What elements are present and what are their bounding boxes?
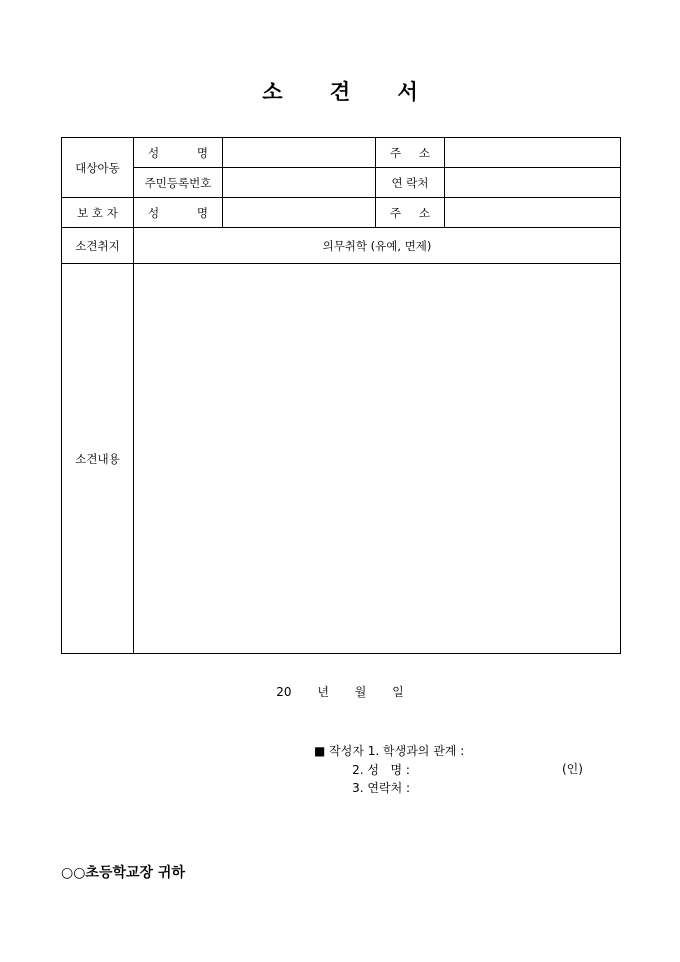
name-field[interactable] <box>223 138 376 168</box>
name-label: 성 명 <box>134 138 223 168</box>
content-label: 소견내용 <box>62 264 134 654</box>
writer-contact: 3. 연락처 : <box>314 781 411 795</box>
writer-block <box>314 742 464 798</box>
guardian-name-field[interactable] <box>223 198 376 228</box>
form-table <box>61 137 621 654</box>
guardian-label: 보 호 자 <box>62 198 134 228</box>
contact-field[interactable] <box>445 168 621 198</box>
address-label: 주 소 <box>376 138 445 168</box>
date-day-unit: 일 <box>392 685 404 699</box>
date-year: 20 <box>276 685 292 699</box>
contact-label: 연 락처 <box>376 168 445 198</box>
purpose-label: 소견취지 <box>62 228 134 264</box>
recipient: ○○초등학교장 귀하 <box>61 865 185 881</box>
writer-name: 2. 성 명 : <box>314 762 410 777</box>
rrn-label: 주민등록번호 <box>134 168 223 198</box>
date-month-unit: 월 <box>354 685 367 699</box>
document-title <box>0 76 680 106</box>
address-field[interactable] <box>445 138 621 168</box>
purpose-value[interactable]: 의무취학 (유예, 면제) <box>134 228 621 264</box>
content-field[interactable] <box>134 264 621 654</box>
subject-label: 대상아동 <box>62 138 134 198</box>
date-line <box>0 683 680 700</box>
guardian-name-label: 성 명 <box>134 198 223 228</box>
title-char: 소 <box>262 79 283 104</box>
date-year-unit: 년 <box>317 685 329 699</box>
guardian-address-label: 주 소 <box>376 198 445 228</box>
seal-mark: (인) <box>562 762 583 776</box>
title-char: 서 <box>397 79 418 104</box>
rrn-field[interactable] <box>223 168 376 198</box>
title-char: 견 <box>329 79 351 104</box>
guardian-address-field[interactable] <box>445 198 621 228</box>
writer-relation: ■ 작성자 1. 학생과의 관계 : <box>314 744 465 758</box>
